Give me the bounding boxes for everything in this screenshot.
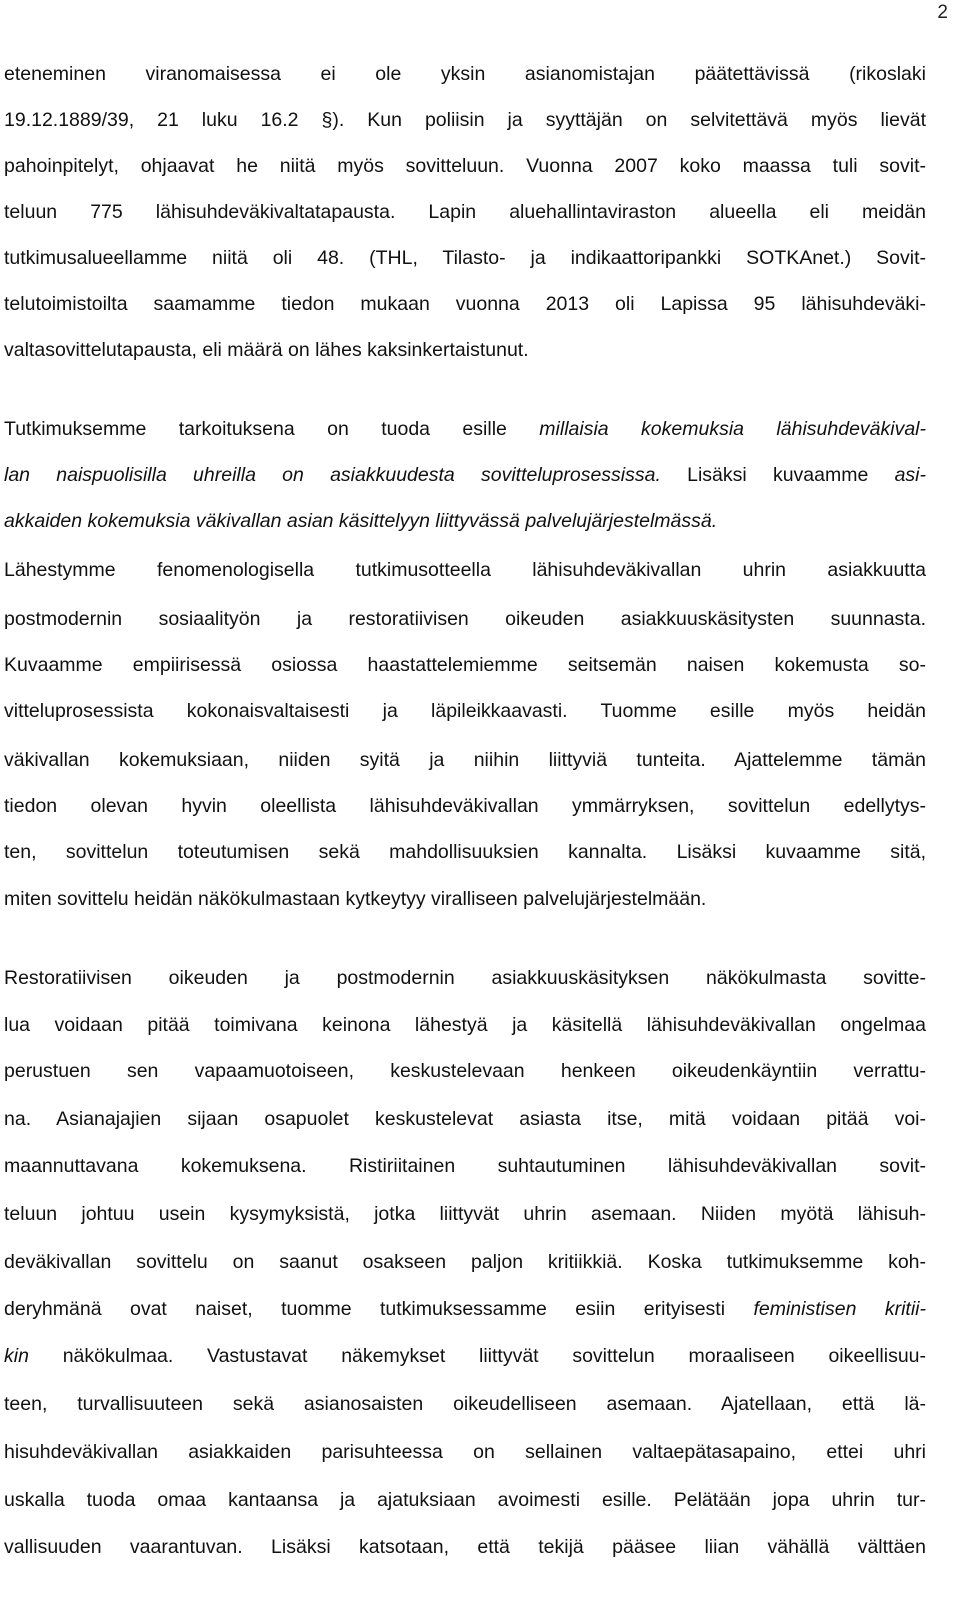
italic-text: lan naispuolisilla uhreilla on asiakkuudesta sovitteluprosessissa.	[4, 464, 661, 486]
text-line	[4, 1154, 926, 1178]
text-segment: uskalla tuoda omaa kantaansa ja ajatuksiaan avoimesti esille. Pelätään jopa uhrin tur-	[4, 1489, 926, 1511]
text-segment: ten, sovittelun toteutumisen sekä mahdollisuuksien kannalta. Lisäksi kuvaamme sitä,	[4, 841, 926, 863]
text-segment: tutkimusalueellamme niitä oli 48. (THL, Tilasto- ja indikaattoripankki SOTKAnet.) Sovit-	[4, 247, 926, 269]
text-line	[4, 338, 926, 362]
text-line	[4, 699, 926, 723]
text-segment: Restoratiivisen oikeuden ja postmodernin asiakkuuskäsityksen näkökulmasta sovitte-	[4, 967, 926, 989]
text-line	[4, 246, 926, 270]
text-line	[4, 108, 926, 132]
text-segment: hisuhdeväkivallan asiakkaiden parisuhteessa on sellainen valtaepätasapaino, ettei uhri	[4, 1441, 926, 1463]
text-segment: Lähestymme fenomenologisella tutkimusotteella lähisuhdeväkivallan uhrin asiakkuutta	[4, 559, 926, 581]
text-segment: lua voidaan pitää toimivana keinona lähestyä ja käsitellä lähisuhdeväkivallan ongelmaa	[4, 1014, 926, 1036]
text-segment: pahoinpitelyt, ohjaavat he niitä myös sovitteluun. Vuonna 2007 koko maassa tuli sovit-	[4, 155, 926, 177]
text-line	[4, 154, 926, 178]
text-line	[4, 1488, 926, 1512]
text-line	[4, 748, 926, 772]
text-segment: na. Asianajajien sijaan osapuolet keskustelevat asiasta itse, mitä voidaan pitää voi-	[4, 1108, 926, 1130]
text-segment: miten sovittelu heidän näkökulmastaan kytkeytyy viralliseen palvelujärjestelmään.	[4, 888, 707, 910]
text-line	[4, 1392, 926, 1416]
text-line	[4, 1440, 926, 1464]
text-line	[4, 794, 926, 818]
text-segment: teluun johtuu usein kysymyksistä, jotka liittyvät uhrin asemaan. Niiden myötä lähisuh-	[4, 1203, 926, 1225]
text-segment: perustuen sen vapaamuotoiseen, keskustelevaan henkeen oikeudenkäyntiin verrattu-	[4, 1060, 926, 1082]
text-segment: deväkivallan sovittelu on saanut osakseen paljon kritiikkiä. Koska tutkimuksemme koh-	[4, 1251, 926, 1273]
text-line	[4, 1535, 926, 1559]
text-segment: valtasovittelutapausta, eli määrä on lähes kaksinkertaistunut.	[4, 339, 529, 361]
text-line	[4, 200, 926, 224]
text-line	[4, 1013, 926, 1037]
text-line	[4, 966, 926, 990]
text-line	[4, 292, 926, 316]
text-line	[4, 1344, 926, 1368]
text-segment: näkökulmaa. Vastustavat näkemykset liittyvät sovittelun moraaliseen oikeellisuu-	[28, 1345, 926, 1367]
text-segment: vallisuuden vaarantuvan. Lisäksi katsotaan, että tekijä pääsee liian vähällä välttäen	[4, 1536, 926, 1558]
text-segment: Lisäksi kuvaamme	[660, 464, 895, 486]
text-line	[4, 1250, 926, 1274]
text-line	[4, 509, 926, 533]
text-segment: deryhmänä ovat naiset, tuomme tutkimuksessamme esiin erityisesti	[4, 1298, 754, 1320]
text-line	[4, 1202, 926, 1226]
text-line	[4, 840, 926, 864]
text-line	[4, 1297, 926, 1321]
text-segment: tiedon olevan hyvin oleellista lähisuhdeväkivallan ymmärryksen, sovittelun edellytys-	[4, 795, 926, 817]
text-line	[4, 463, 926, 487]
text-segment: Tutkimuksemme tarkoituksena on tuoda esille	[4, 418, 540, 440]
text-segment: postmodernin sosiaalityön ja restoratiivisen oikeuden asiakkuuskäsitysten suunnasta.	[4, 608, 926, 630]
text-line	[4, 558, 926, 582]
italic-text: feministisen kritii-	[753, 1298, 926, 1320]
italic-text: asi-	[894, 464, 926, 486]
text-segment: 19.12.1889/39, 21 luku 16.2 §). Kun poliisin ja syyttäjän on selvitettävä myös lievät	[4, 109, 926, 131]
text-segment: teen, turvallisuuteen sekä asianosaisten oikeudelliseen asemaan. Ajatellaan, että lä-	[4, 1393, 926, 1415]
text-segment: teluun 775 lähisuhdeväkivaltatapausta. Lapin aluehallintaviraston alueella eli meidän	[4, 201, 926, 223]
italic-text: akkaiden kokemuksia väkivallan asian käsittelyyn liittyvässä palvelujärjestelmässä.	[4, 510, 718, 532]
text-segment: Kuvaamme empiirisessä osiossa haastattelemiemme seitsemän naisen kokemusta so-	[4, 654, 926, 676]
text-segment: vitteluprosessista kokonaisvaltaisesti ja läpileikkaavasti. Tuomme esille myös heidän	[4, 700, 926, 722]
text-segment: eteneminen viranomaisessa ei ole yksin asianomistajan päätettävissä (rikoslaki	[4, 63, 926, 85]
text-line	[4, 607, 926, 631]
text-line	[4, 62, 926, 86]
text-line	[4, 1059, 926, 1083]
italic-text: kin	[4, 1345, 29, 1367]
text-line	[4, 1107, 926, 1131]
text-segment: väkivallan kokemuksiaan, niiden syitä ja niihin liittyviä tunteita. Ajattelemme tämän	[4, 749, 926, 771]
italic-text: millaisia kokemuksia lähisuhdeväkival-	[539, 418, 927, 440]
text-segment: maannuttavana kokemuksena. Ristiriitainen suhtautuminen lähisuhdeväkivallan sovit-	[4, 1155, 926, 1177]
text-line	[4, 887, 926, 911]
text-line	[4, 653, 926, 677]
text-line	[4, 417, 926, 441]
text-segment: telutoimistoilta saamamme tiedon mukaan vuonna 2013 oli Lapissa 95 lähisuhdeväki-	[4, 293, 926, 315]
page-number: 2	[937, 2, 948, 23]
